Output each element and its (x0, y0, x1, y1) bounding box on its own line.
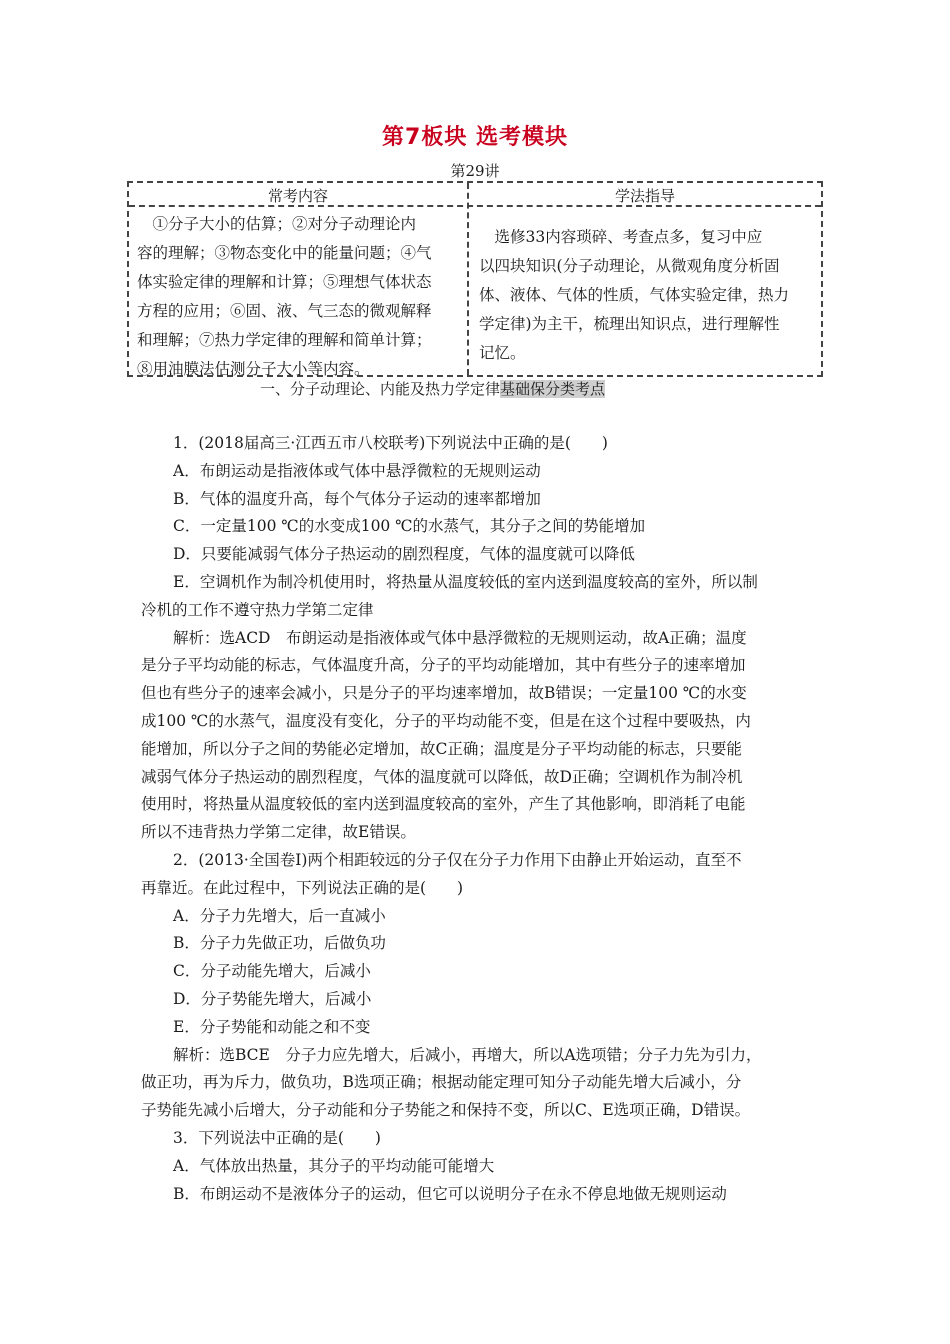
text-line: 是分子平均动能的标志，气体温度升高，分子的平均动能增加，其中有些分子的速率增加 (141, 656, 746, 675)
text-line: 2．(2013·全国卷Ⅰ)两个相距较远的分子仅在分子力作用下由静止开始运动，直至不 (173, 850, 742, 869)
text-line: 体、液体、气体的性质，气体实验定律，热力 (479, 286, 790, 304)
text-line: ①分子大小的估算；②对分子动理论内 (137, 215, 417, 233)
text-line: 选修33内容琐碎、考查点多，复习中应 (479, 228, 763, 246)
text-line: 使用时，将热量从温度较低的室内送到温度较高的室外，产生了其他影响，即消耗了电能 (141, 795, 746, 814)
text-line: 解析：选BCE 分子力应先增大，后减小，再增大，所以A选项错；分子力先为引力， (173, 1045, 762, 1064)
text-line: C．一定量100 ℃的水变成100 ℃的水蒸气，其分子之间的势能增加 (173, 517, 646, 536)
text-line: 记忆。 (479, 344, 526, 362)
text-line: 减弱气体分子热运动的剧烈程度，气体的温度就可以降低，故D正确；空调机作为制冷机 (141, 767, 743, 786)
exam-content-cell (137, 210, 463, 384)
text-line: 学定律)为主干，梳理出知识点，进行理解性 (479, 315, 780, 333)
text-line: D．分子势能先增大，后减小 (173, 989, 372, 1008)
text-line: 容的理解；③物态变化中的能量问题；④气 (137, 244, 432, 262)
text-line: 3．下列说法中正确的是( ) (173, 1128, 381, 1147)
text-line: 但也有些分子的速率会减小，只是分子的平均速率增加，故B错误；一定量100 ℃的水变 (141, 684, 747, 703)
text-line: B．布朗运动不是液体分子的运动，但它可以说明分子在永不停息地做无规则运动 (173, 1184, 727, 1203)
text-line: 子势能先减小后增大，分子动能和分子势能之和保持不变，所以C、E选项正确，D错误。 (141, 1101, 751, 1120)
text-line: 1．(2018届高三·江西五市八校联考)下列说法中正确的是( ) (173, 434, 608, 452)
text-line: 能增加，所以分子之间的势能必定增加，故C正确；温度是分子平均动能的标志，只要能 (141, 739, 742, 758)
text-line: E．空调机作为制冷机使用时，将热量从温度较低的室内送到温度较高的室外，所以制 (173, 572, 758, 591)
text-line: 成100 ℃的水蒸气，温度没有变化，分子的平均动能不变，但是在这个过程中要吸热，内 (141, 711, 751, 730)
header-exam-content: 常考内容 (267, 187, 328, 205)
text-line: 方程的应用；⑥固、液、气三态的微观解释 (137, 302, 432, 320)
lecture-number: 第29讲 (450, 162, 500, 180)
overview-table (127, 181, 823, 377)
section-heading (260, 378, 605, 399)
text-line: D．只要能减弱气体分子热运动的剧烈程度，气体的温度就可以降低 (173, 545, 635, 564)
text-line: A．气体放出热量，其分子的平均动能可能增大 (173, 1156, 495, 1175)
text-line: 以四块知识(分子动理论，从微观角度分析固 (479, 257, 780, 275)
text-line: A．分子力先增大，后一直减小 (173, 906, 386, 925)
header-study-guide: 学法指导 (614, 187, 675, 205)
study-guide-cell (479, 223, 815, 368)
text-line: 解析：选ACD 布朗运动是指液体或气体中悬浮微粒的无规则运动，故A正确；温度 (173, 628, 747, 647)
text-line: ⑧用油膜法估测分子大小等内容。 (137, 360, 370, 378)
text-line: 做正功，再为斥力，做负功，B选项正确；根据动能定理可知分子动能先增大后减小，分 (141, 1073, 742, 1092)
page-title: 第7板块 选考模块 (382, 125, 568, 150)
text-line: 和理解；⑦热力学定律的理解和简单计算； (137, 331, 432, 349)
section-tag: 基础保分类考点 (500, 380, 606, 398)
text-line: 体实验定律的理解和计算；⑤理想气体状态 (137, 273, 432, 291)
table-divider (467, 183, 469, 375)
text-line: B．气体的温度升高，每个气体分子运动的速率都增加 (173, 489, 541, 508)
text-line: 再靠近。在此过程中，下列说法正确的是( ) (141, 878, 464, 897)
text-line: C．分子动能先增大，后减小 (173, 962, 371, 981)
section-title: 一、分子动理论、内能及热力学定律 (260, 380, 501, 398)
text-line: B．分子力先做正功，后做负功 (173, 934, 386, 953)
text-line: A．布朗运动是指液体或气体中悬浮微粒的无规则运动 (173, 461, 541, 480)
question-body (141, 430, 821, 1208)
text-line: 所以不违背热力学第二定律，故E错误。 (141, 823, 416, 842)
text-line: 冷机的工作不遵守热力学第二定律 (141, 600, 374, 619)
text-line: E．分子势能和动能之和不变 (173, 1017, 371, 1036)
